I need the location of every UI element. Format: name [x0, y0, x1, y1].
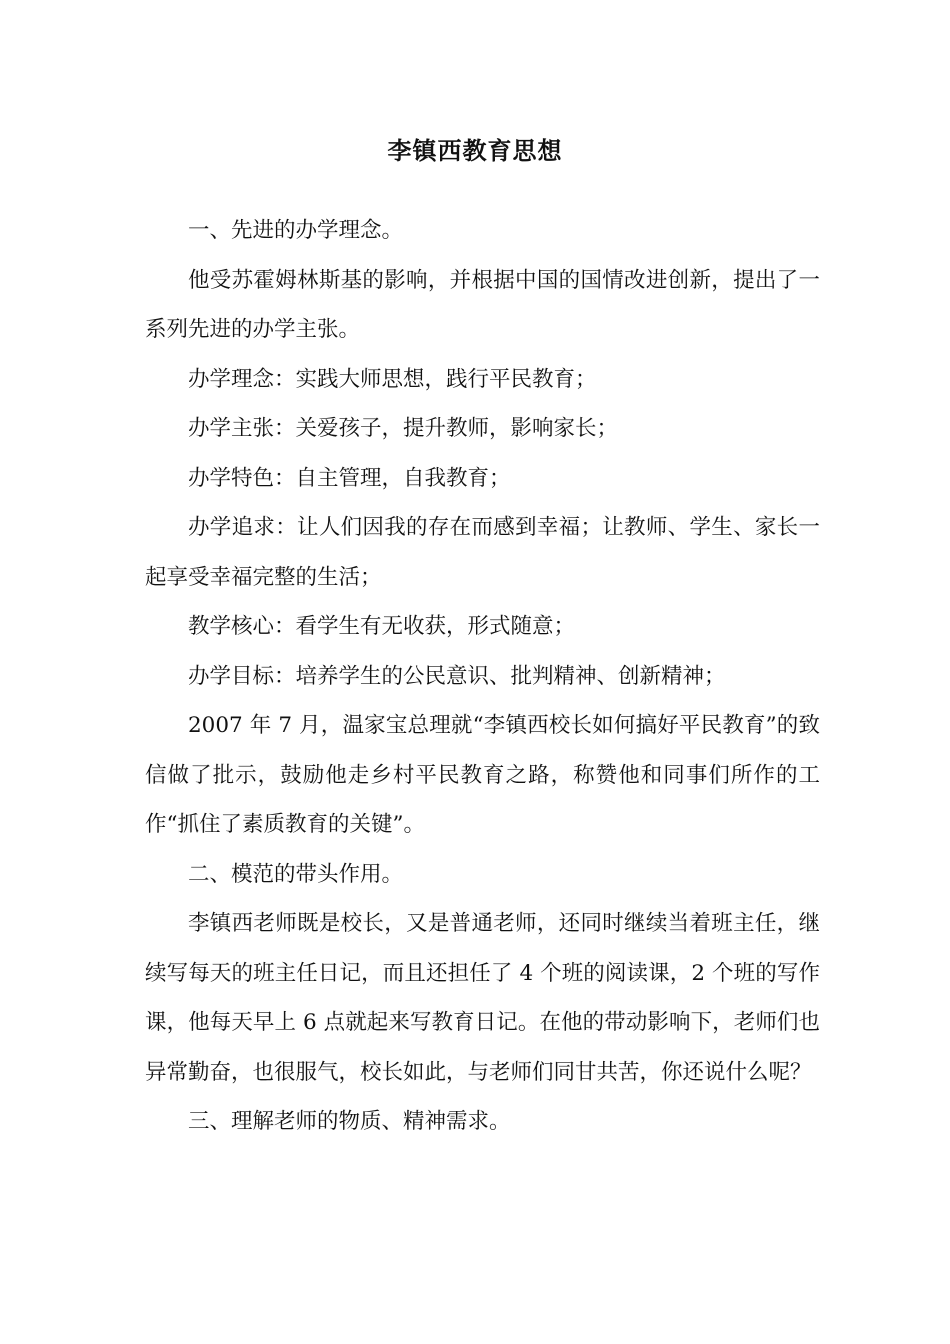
section-heading-3: 三、理解老师的物质、精神需求。 [188, 1109, 511, 1134]
paragraph-teaching-core: 教学核心：看学生有无收获，形式随意； [188, 614, 576, 639]
paragraph-feature: 办学特色：自主管理，自我教育； [188, 465, 511, 491]
section-heading-2: 二、模范的带头作用。 [188, 861, 404, 887]
paragraph-proposition: 办学主张：关爱孩子，提升教师，影响家长； [188, 416, 619, 441]
section-heading-1: 一、先进的办学理念。 [188, 218, 404, 243]
paragraph-instruction: 2007 年 7 月，温家宝总理就“李镇西校长如何搞好平民教育”的致信做了批示，鼓励他走乡村平民教育之路，称赞他和同事们所作的工作“抓住了素质教育的关键”。 [145, 713, 820, 837]
paragraph-pursuit: 办学追求：让人们因我的存在而感到幸福；让教师、学生、家长一起享受幸福完整的生活； [145, 515, 820, 590]
document-body [145, 206, 820, 1147]
paragraph-intro: 他受苏霍姆林斯基的影响，并根据中国的国情改进创新，提出了一系列先进的办学主张。 [145, 267, 820, 342]
document-title: 李镇西教育思想 [387, 136, 563, 165]
paragraph-role-model: 李镇西老师既是校长，又是普通老师，还同时继续当着班主任，继续写每天的班主任日记，而且还担任了 4 个班的阅读课，2 个班的写作课，他每天早上 6 点就起来写教育日记。在他的带动影响下，老师们也异常勤奋，也很服气，校长如此，与老师们同甘共苦，你还说什么呢？ [145, 911, 820, 1085]
paragraph-philosophy: 办学理念：实践大师思想，践行平民教育； [188, 366, 597, 392]
paragraph-goal: 办学目标：培养学生的公民意识、批判精神、创新精神； [188, 663, 726, 689]
